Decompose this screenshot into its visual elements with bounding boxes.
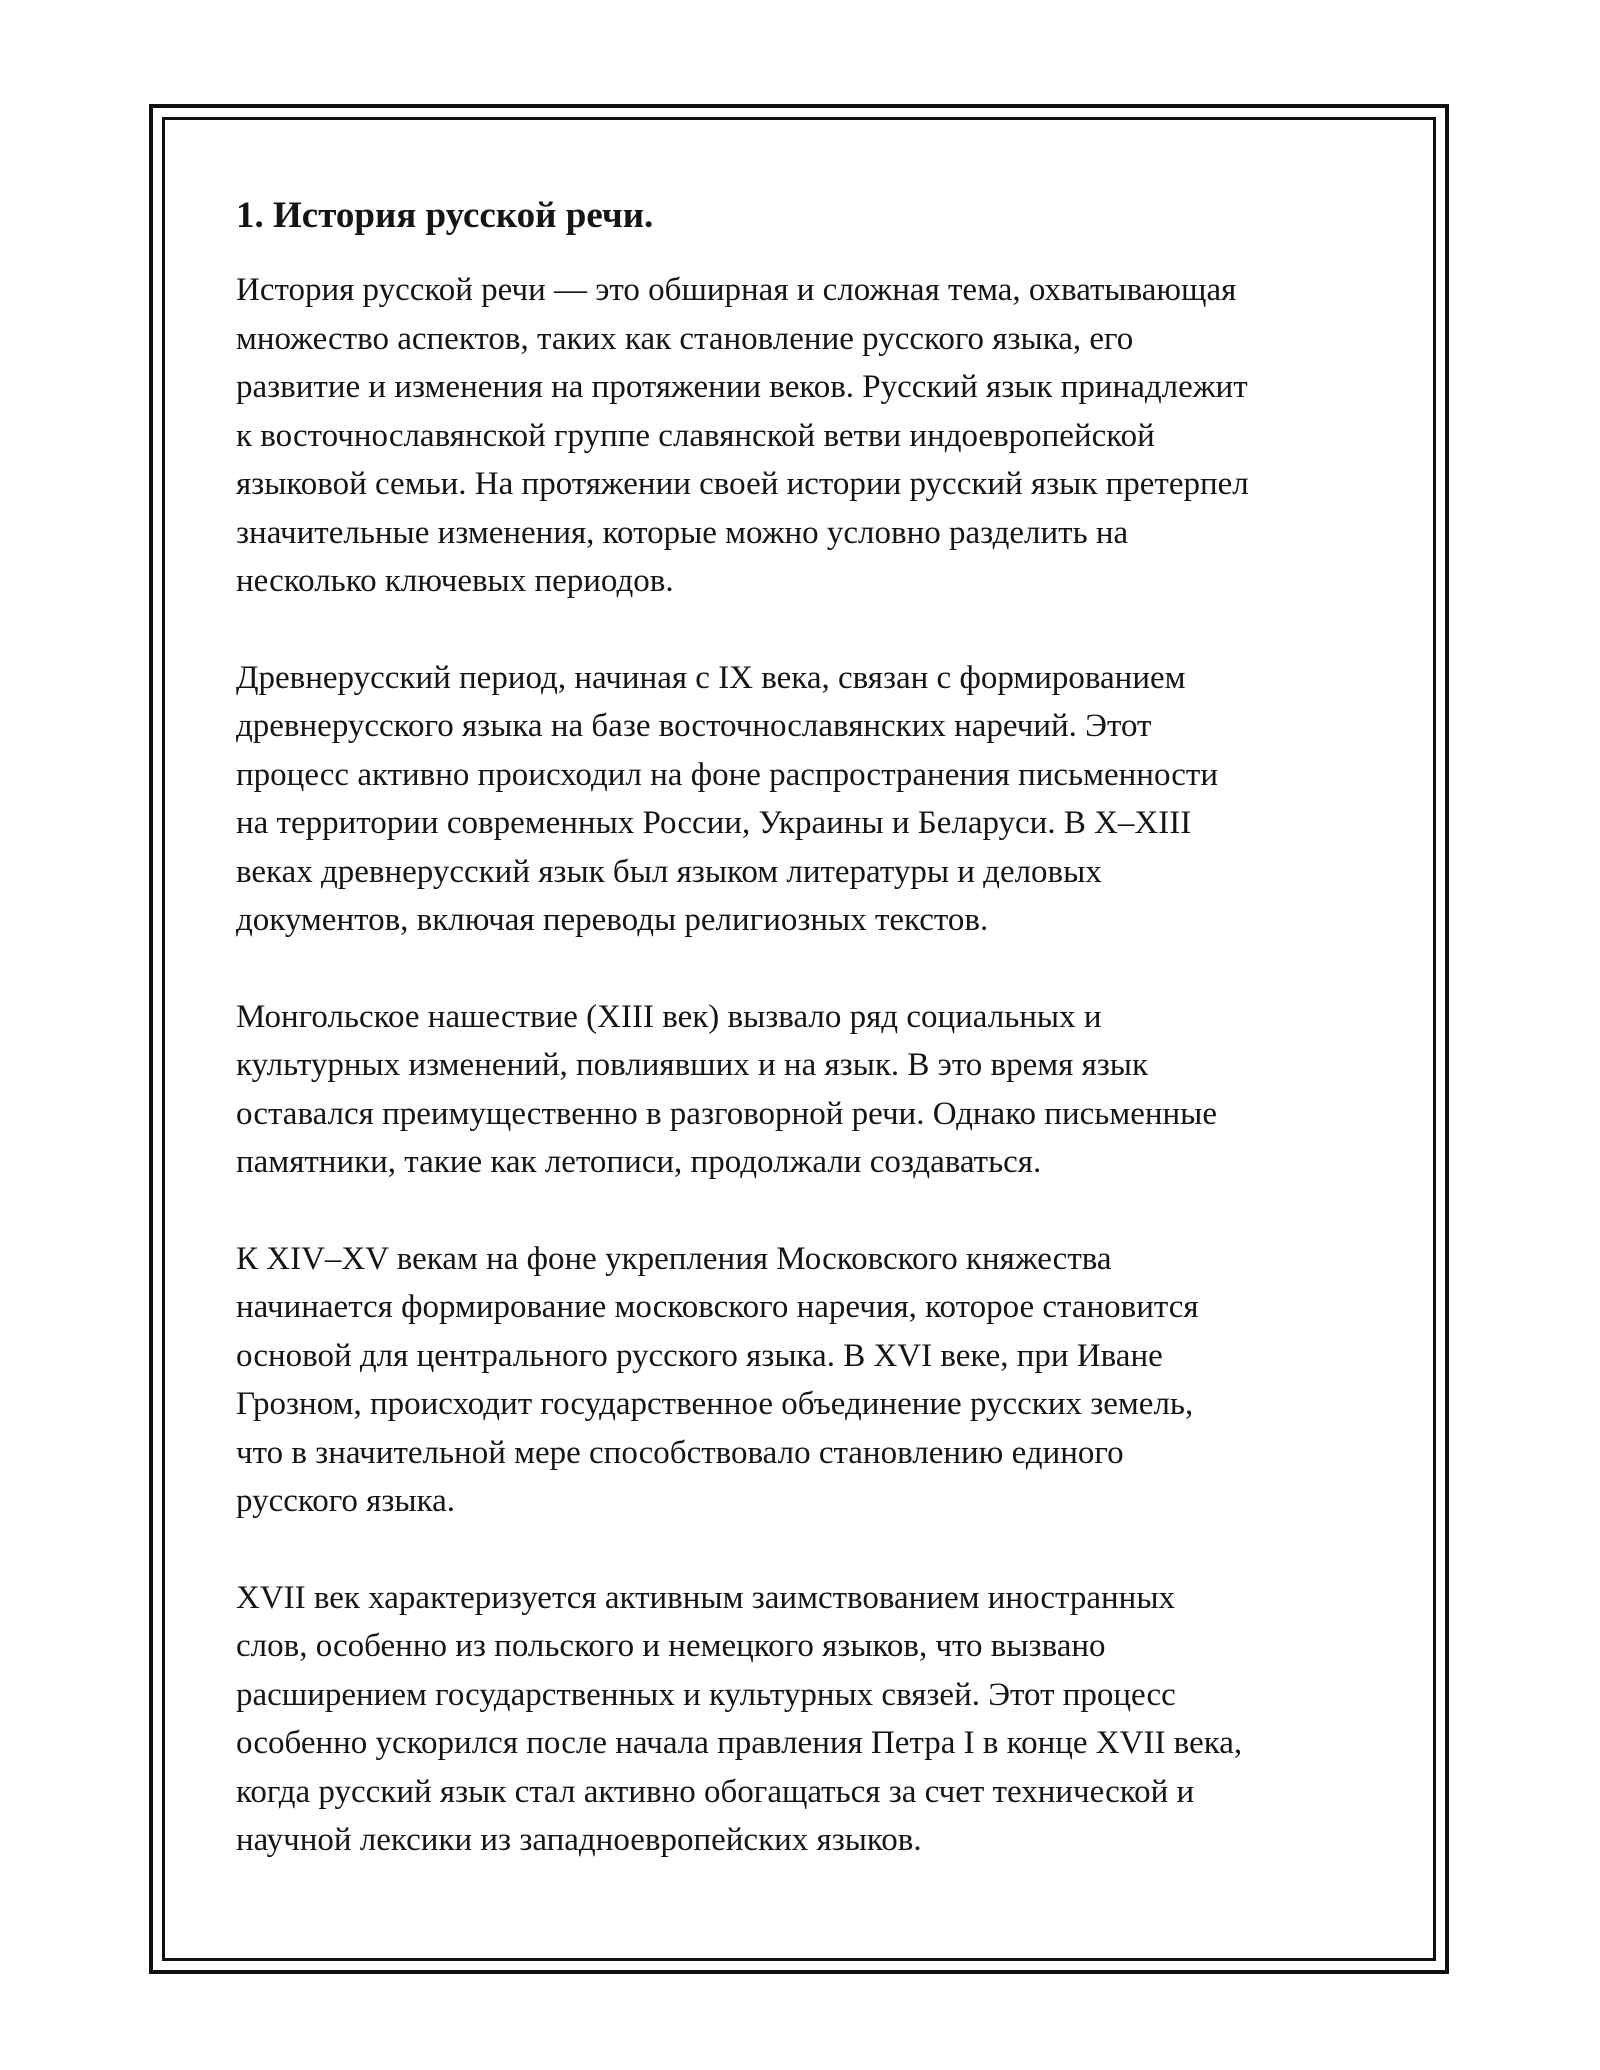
paragraph-line: документов, включая переводы религиозных текстов.: [236, 902, 989, 938]
paragraph-old-russian: [236, 654, 1386, 945]
paragraph-line: множество аспектов, таких как становление русского языка, его: [236, 320, 1134, 357]
paragraph-line: особенно ускорился после начала правления Петра I в конце XVII века,: [236, 1725, 1243, 1761]
paragraph-17th-century: [236, 1574, 1386, 1865]
paragraph-line: Древнерусский период, начиная с IX века, связан с формированием: [236, 659, 1186, 696]
paragraph-line: расширением государственных и культурных связей. Этот процесс: [236, 1676, 1176, 1713]
paragraph-line: научной лексики из западноевропейских языков.: [236, 1822, 922, 1858]
paragraph-line: на территории современных России, Украины и Беларуси. В X–XIII: [236, 805, 1192, 841]
paragraph-line: что в значительной мере способствовало становлению единого: [236, 1434, 1124, 1471]
paragraph-line: древнерусского языка на базе восточнославянских наречий. Этот: [236, 708, 1152, 744]
paragraph-line: культурных изменений, повлиявших и на язык. В это время язык: [236, 1047, 1149, 1083]
paragraph-line: Грозном, происходит государственное объединение русских земель,: [236, 1386, 1194, 1422]
paragraph-line: к восточнославянской группе славянской ветви индоевропейской: [236, 417, 1155, 454]
paragraph-line: русского языка.: [236, 1483, 455, 1519]
paragraph-mongol: [236, 993, 1386, 1187]
paragraph-line: процесс активно происходил на фоне распространения письменности: [236, 756, 1219, 793]
paragraph-line: несколько ключевых периодов.: [236, 563, 674, 599]
paragraph-line: начинается формирование московского наречия, которое становится: [236, 1289, 1199, 1325]
paragraph-line: XVII век характеризуется активным заимствованием иностранных: [236, 1579, 1176, 1616]
paragraph-line: основой для центрального русского языка. В XVI веке, при Иване: [236, 1337, 1163, 1374]
paragraph-line: памятники, такие как летописи, продолжали создаваться.: [236, 1144, 1042, 1180]
document-body: [236, 188, 1386, 1913]
section-heading: 1. История русской речи.: [236, 195, 654, 236]
paragraph-line: К XIV–XV векам на фоне укрепления Московского княжества: [236, 1240, 1112, 1277]
paragraph-line: веках древнерусский язык был языком литературы и деловых: [236, 853, 1102, 890]
paragraph-line: Монгольское нашествие (XIII век) вызвало ряд социальных и: [236, 998, 1102, 1035]
paragraph-moscow: [236, 1235, 1386, 1526]
paragraph-line: значительные изменения, которые можно условно разделить на: [236, 514, 1129, 551]
paragraph-line: когда русский язык стал активно обогащаться за счет технической и: [236, 1773, 1195, 1810]
paragraph-line: История русской речи — это обширная и сложная тема, охватывающая: [236, 272, 1237, 308]
paragraph-line: языковой семьи. На протяжении своей истории русский язык претерпел: [236, 466, 1249, 502]
paragraph-line: оставался преимущественно в разговорной речи. Однако письменные: [236, 1095, 1217, 1132]
paragraph-intro: [236, 266, 1386, 606]
paragraph-line: развитие и изменения на протяжении веков. Русский язык принадлежит: [236, 369, 1248, 405]
paragraph-line: слов, особенно из польского и немецкого языков, что вызвано: [236, 1628, 1106, 1664]
